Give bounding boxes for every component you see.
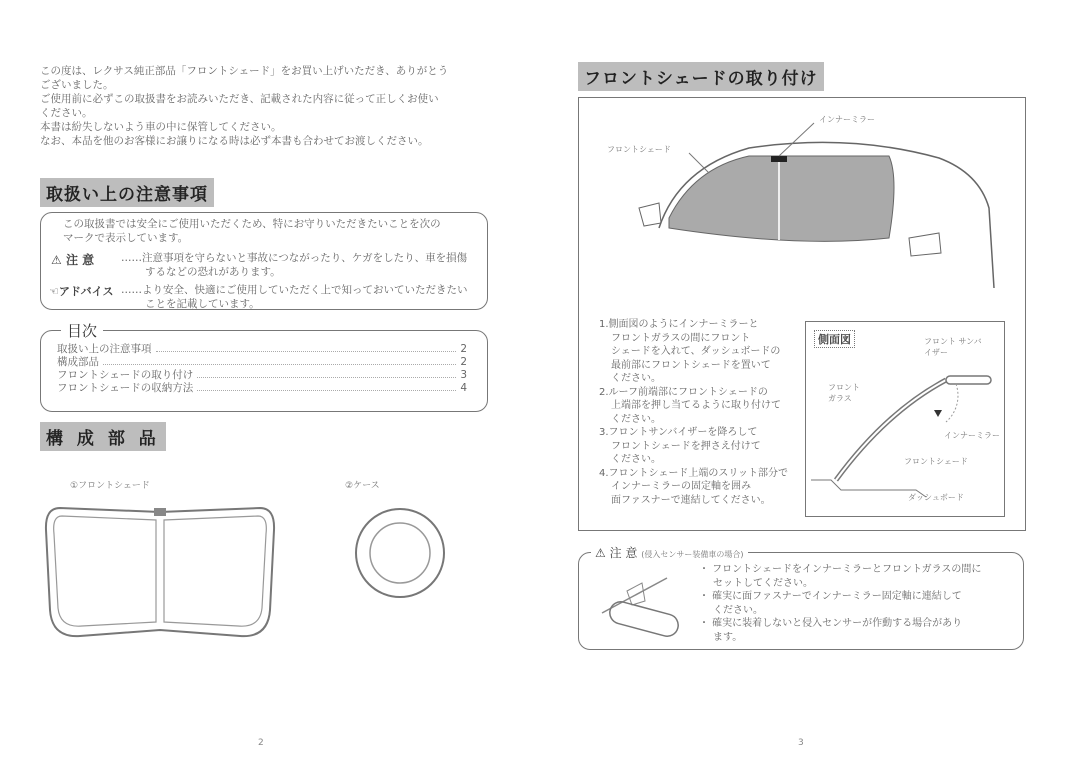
caution-header	[591, 544, 748, 561]
intro-line: ください。	[40, 107, 93, 119]
label-dash: ダッシュボード	[908, 493, 964, 502]
intro-line: この度は、レクサス純正部品「フロントシェード」をお買い上げいただき、ありがとう	[40, 65, 449, 77]
step-line: ください。	[611, 373, 661, 384]
side-view-title: 側面図	[814, 330, 855, 348]
caution-text: ……注意事項を守らないと事故につながったり、ケガをしたり、車を損傷	[121, 252, 468, 264]
side-view-box	[805, 321, 1005, 517]
caution-label: 注 意	[65, 253, 95, 267]
advice-text: ことを記載しています。	[145, 298, 260, 310]
warning-triangle-icon: ⚠	[51, 253, 62, 267]
caution-mark	[51, 251, 94, 268]
toc-item[interactable]	[57, 369, 467, 382]
caution-bullets	[699, 563, 981, 644]
step-line: 1.側面図のようにインナーミラーと	[599, 319, 759, 330]
install-box	[578, 97, 1026, 531]
step-line: 3.フロントサンバイザーを降ろして	[599, 427, 758, 438]
components-heading: 構 成 部 品	[40, 422, 166, 451]
step-line: 最前部にフロントシェードを置いて	[611, 359, 771, 371]
toc-label: フロントシェードの取り付け	[57, 369, 194, 381]
page-number: 2	[258, 738, 264, 748]
precautions-heading: 取扱い上の注意事項	[40, 178, 214, 207]
advice-mark	[49, 283, 114, 299]
caution-line: セットしてください。	[713, 577, 813, 589]
front-shade-illustration	[40, 500, 290, 645]
toc-page: 3	[460, 369, 467, 381]
intro-line: ご使用前に必ずこの取扱書をお読みいただき、記載された内容に従って正しくお使い	[40, 93, 439, 105]
label-visor: フロント サンバイザー	[924, 337, 982, 357]
step-line: 2.ルーフ前端部にフロントシェードの	[599, 386, 768, 398]
caution-line: ます。	[713, 631, 743, 643]
intro-line: なお、本品を他のお客様にお譲りになる時は必ず本書も合わせてお渡しください。	[40, 135, 429, 147]
advice-label: アドバイス	[58, 285, 114, 298]
label-glass: フロント ガラス	[828, 383, 860, 403]
toc-page: 2	[460, 343, 467, 355]
mirror-illustration	[597, 573, 687, 638]
toc-page: 2	[460, 356, 467, 368]
caution-note: (侵入センサー装備車の場合)	[641, 550, 744, 559]
car-label-shade: フロントシェード	[607, 145, 671, 154]
caution-text: するなどの恐れがあります。	[145, 266, 281, 278]
page-number: 3	[798, 738, 804, 748]
step-line: インナーミラーの固定軸を囲み	[611, 481, 751, 492]
step-line: ください。	[611, 413, 661, 425]
step-line: 面ファスナーで連結してください。	[611, 494, 771, 506]
label-mirror: インナーミラー	[944, 431, 1000, 440]
advice-text: ……より安全、快適にご使用していただく上で知っておいていただきたい	[121, 284, 468, 296]
hand-icon: ☜	[49, 285, 59, 298]
toc-title: 目次	[61, 320, 103, 341]
toc-box	[40, 322, 488, 412]
step-line: ください。	[611, 454, 661, 465]
toc-label: 構成部品	[57, 356, 99, 368]
step-line: フロントガラスの間にフロント	[611, 332, 751, 344]
intro-line: ございました。	[40, 79, 114, 91]
toc-item[interactable]	[57, 382, 467, 395]
toc-item[interactable]	[57, 356, 467, 369]
label-shade: フロントシェード	[904, 457, 968, 466]
caution-line: ・ フロントシェードをインナーミラーとフロントガラスの間に	[699, 564, 982, 575]
intro-line: 本書は紛失しないよう車の中に保管してください。	[40, 121, 282, 133]
caution-line: ・ 確実に装着しないと侵入センサーが作動する場合があり	[699, 618, 963, 629]
toc-label: 取扱い上の注意事項	[57, 343, 152, 355]
step-line: 上端部を押し当てるように取り付けて	[611, 400, 781, 411]
lead-line: この取扱書では安全にご使用いただくため、特にお守りいただきたいことを次の	[63, 218, 441, 230]
case-illustration	[352, 505, 448, 601]
caution-line: ください。	[713, 604, 763, 616]
step-line: フロントシェードを押さえ付けて	[611, 440, 761, 452]
toc-item[interactable]	[57, 343, 467, 356]
install-heading: フロントシェードの取り付け	[578, 62, 824, 91]
component-label-case: ②ケース	[345, 481, 380, 491]
warning-triangle-icon: ⚠	[595, 546, 606, 560]
component-label-shade: ①フロントシェード	[70, 481, 150, 491]
car-label-mirror: インナーミラー	[819, 115, 875, 124]
caution-label: 注 意	[609, 546, 638, 560]
install-steps	[599, 318, 788, 507]
caution-line: ・ 確実に面ファスナーでインナーミラー固定軸に連結して	[699, 591, 962, 602]
step-line: シェードを入れて、ダッシュボードの	[611, 346, 781, 357]
step-line: 4.フロントシェード上端のスリット部分で	[599, 467, 788, 479]
caution-box	[578, 546, 1024, 650]
precautions-box	[40, 212, 488, 310]
lead-line: マークで表示しています。	[63, 232, 189, 244]
toc-page: 4	[460, 382, 467, 394]
toc-label: フロントシェードの収納方法	[57, 382, 194, 394]
intro-text	[40, 64, 448, 148]
